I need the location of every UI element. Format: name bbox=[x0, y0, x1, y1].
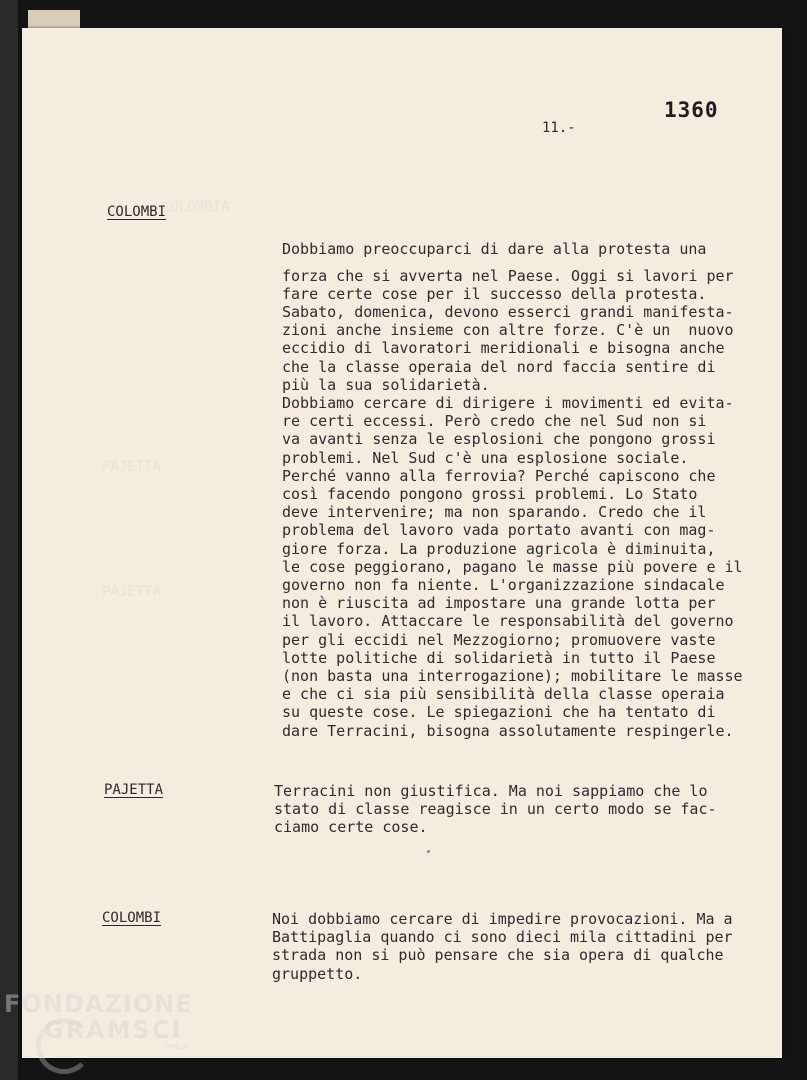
speech-text: Terracini non giustifica. Ma noi sappiamo che lo stato di classe reagisce in un certo modo se fac- ciamo certe cose. bbox=[274, 782, 717, 837]
speaker-name: PAJETTA bbox=[104, 782, 164, 798]
section-number: 11.- bbox=[542, 120, 576, 136]
binder-edge bbox=[0, 0, 18, 1080]
speaker-name: COLOMBI bbox=[102, 910, 162, 926]
stray-mark bbox=[427, 850, 430, 853]
page-number: 1360 bbox=[664, 98, 719, 122]
speech-first-line: Dobbiamo preoccuparci di dare alla protesta una bbox=[282, 240, 707, 259]
logo-g-icon bbox=[36, 1018, 92, 1074]
bleed-through: PAJETTA bbox=[102, 459, 162, 475]
fondazione-gramsci-logo bbox=[4, 990, 193, 1052]
watermark-line2: GRAMSCI bbox=[44, 1016, 183, 1044]
speaker-name: COLOMBI bbox=[107, 204, 167, 220]
bleed-through: COLOMBIA bbox=[162, 199, 230, 215]
binder-tab bbox=[28, 10, 80, 28]
speech-text bbox=[282, 204, 743, 758]
watermark-line1: FONDAZIONE bbox=[4, 990, 193, 1018]
bleed-through: PAJETTA bbox=[102, 584, 162, 600]
watermark-line3: onlus bbox=[164, 1042, 189, 1052]
document-page bbox=[22, 28, 782, 1058]
speech-text: Noi dobbiamo cercare di impedire provocazioni. Ma a Battipaglia quando ci sono dieci mila cittadini per strada non si può pensare che sia opera di qualche gruppetto. bbox=[272, 910, 733, 983]
speech-body: forza che si avverta nel Paese. Oggi si lavori per fare certe cose per il successo della protesta. Sabato, domenica, devono esserci grandi manifesta- zioni anche insieme con altre forze. C'è un nuovo eccidio di lavoratori meridionali e bisogna anche che la classe operaia del nord faccia sentire di più la sua solidarietà. Dobbiamo cercare di dirigere i movimenti ed evita- re certi eccessi. Però credo che nel Sud non si va avanti senza le esplosioni che pongono grossi problemi. Nel Sud c'è una esplosione sociale. Perché vanno alla ferrovia? Perché capiscono che così facendo pongono grossi problemi. Lo Stato deve intervenire; ma non sparando. Credo che il problema del lavoro vada portato avanti con mag- giore forza. La produzione agricola è diminuita, le cose peggiorano, pagano le masse più povere e il governo non fa niente. L'organizzazione sindacale non è riuscita ad impostare una grande lotta per il lavoro. Attaccare le responsabilità del governo per gli eccidi nel Mezzogiorno; promuovere vaste lotte politiche di solidarietà in tutto il Paese (non basta una interrogazione); mobilitare le masse e che ci sia più sensibilità della classe operaia su queste cose. Le spiegazioni che ha tentato di dare Terracini, bisogna assolutamente respingerle. bbox=[282, 266, 743, 740]
